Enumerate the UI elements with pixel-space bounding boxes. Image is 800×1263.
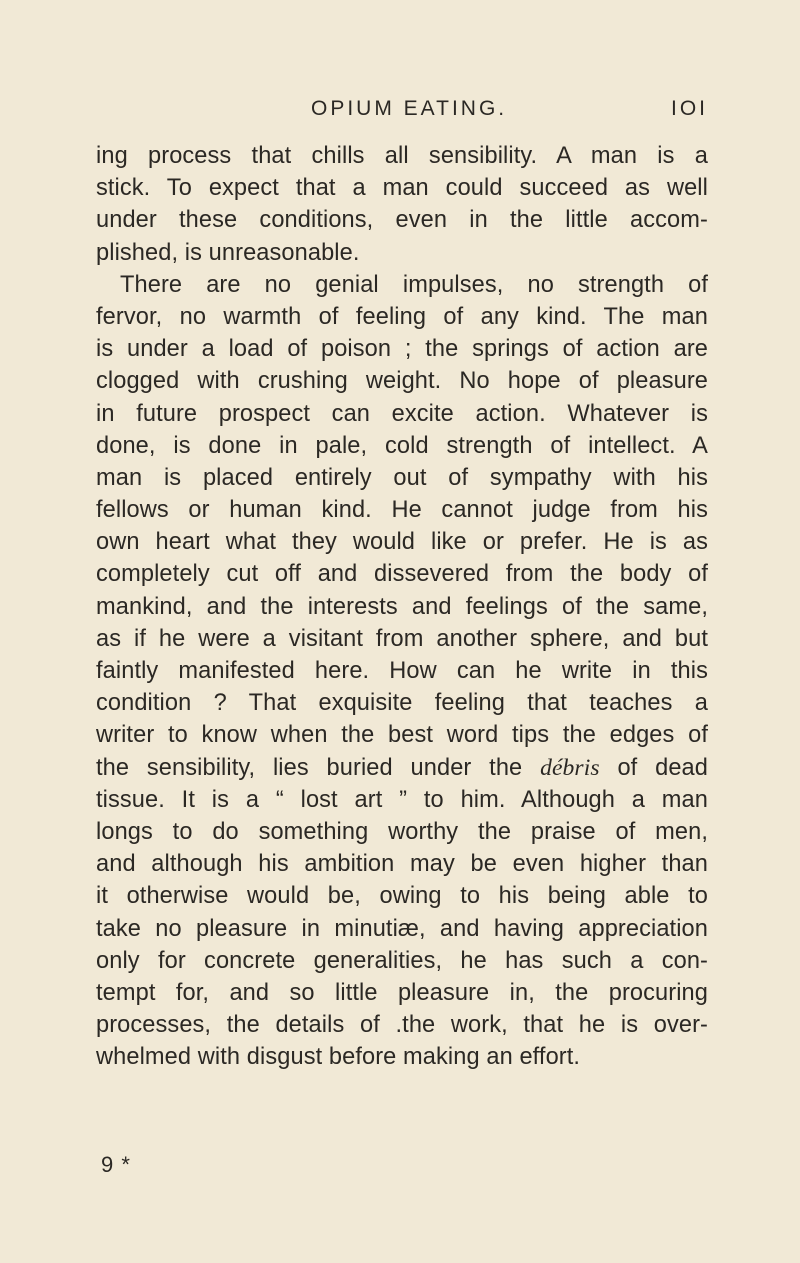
- text-line: mankind, and the interests and feelings of the same,: [96, 593, 708, 620]
- text-line: There are no genial impulses, no strength of: [120, 271, 708, 298]
- text-line: in future prospect can excite action. Whatever is: [96, 400, 708, 427]
- text-line-with-italic: [96, 752, 708, 784]
- text-line: it otherwise would be, owing to his being able to: [96, 883, 708, 910]
- text-line: processes, the details of .the work, that he is over-: [96, 1012, 708, 1039]
- text-line: tempt for, and so little pleasure in, the procuring: [96, 979, 708, 1006]
- text-line: take no pleasure in minutiæ, and having appreciation: [96, 915, 708, 942]
- text-line: done, is done in pale, cold strength of intellect. A: [96, 432, 708, 459]
- text-line: stick. To expect that a man could succeed as well: [96, 175, 708, 202]
- paragraph-2: [96, 269, 708, 1074]
- text-line: is under a load of poison ; the springs of action are: [96, 336, 708, 363]
- text-line: tissue. It is a “ lost art ” to him. Although a man: [96, 786, 708, 813]
- page-number: IOI: [670, 97, 708, 120]
- text-line: clogged with crushing weight. No hope of pleasure: [96, 368, 708, 395]
- text-line: writer to know when the best word tips the edges of: [96, 722, 708, 749]
- running-title: OPIUM EATING.: [311, 97, 508, 120]
- text-line: ing process that chills all sensibility. A man is a: [96, 143, 708, 169]
- line-segment: the sensibility, lies buried under the: [96, 754, 541, 781]
- text-line: fellows or human kind. He cannot judge from his: [96, 497, 708, 524]
- text-line: fervor, no warmth of feeling of any kind. The man: [96, 303, 708, 330]
- text-line: only for concrete generalities, he has such a con-: [96, 947, 708, 974]
- text-line: as if he were a visitant from another sphere, and but: [96, 625, 708, 652]
- text-line: man is placed entirely out of sympathy with his: [96, 464, 708, 491]
- text-line: plished, is unreasonable.: [96, 239, 360, 266]
- text-line: under these conditions, even in the little accom-: [96, 207, 708, 234]
- text-line: completely cut off and dissevered from the body of: [96, 561, 708, 588]
- running-head: [96, 93, 708, 127]
- text-line: and although his ambition may be even higher than: [96, 851, 708, 878]
- body-text: [96, 140, 708, 1073]
- text-line: own heart what they would like or prefer. He is as: [96, 529, 708, 556]
- text-line: whelmed with disgust before making an effort.: [96, 1044, 581, 1071]
- line-segment: of dead: [599, 754, 708, 781]
- italic-word: débris: [540, 754, 600, 781]
- text-line: condition ? That exquisite feeling that teaches a: [96, 690, 708, 717]
- text-line: faintly manifested here. How can he write in this: [96, 658, 708, 684]
- paragraph-1: [96, 140, 708, 269]
- text-line: longs to do something worthy the praise of men,: [96, 818, 708, 845]
- signature-mark: 9 *: [101, 1152, 131, 1177]
